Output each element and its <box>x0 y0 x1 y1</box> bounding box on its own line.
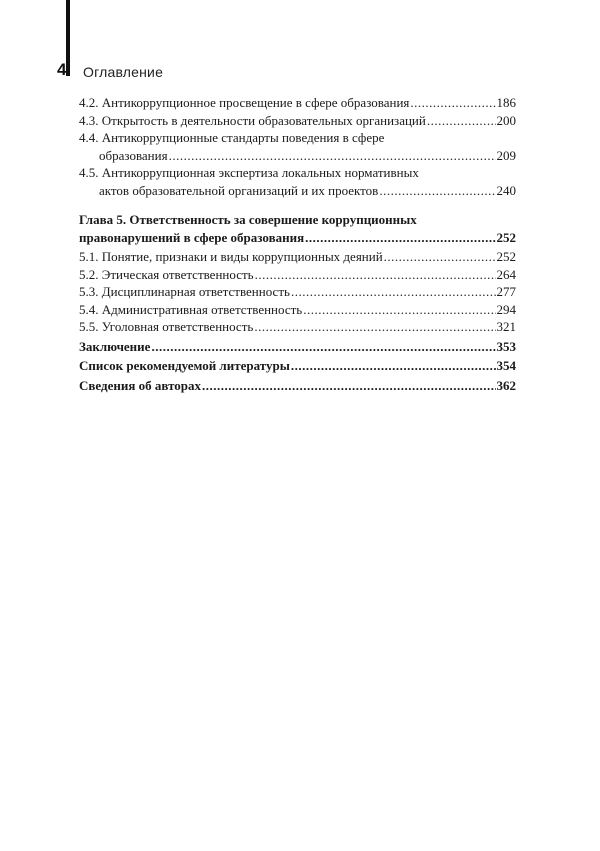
toc-entry-page: 252 <box>496 249 516 264</box>
toc-entry-page: 354 <box>496 358 516 373</box>
toc-chapter-5[interactable] <box>79 211 516 246</box>
toc-entry-page: 353 <box>496 338 516 354</box>
toc-entry-5-5[interactable] <box>79 318 516 336</box>
running-title: Оглавление <box>83 64 164 80</box>
toc-literature[interactable] <box>79 357 516 375</box>
toc-entry-page: 200 <box>496 112 516 128</box>
dot-leader <box>410 94 495 112</box>
toc-entry-4-5[interactable] <box>79 164 516 199</box>
toc-entry-page: 240 <box>496 182 516 198</box>
dot-leader <box>254 318 495 336</box>
toc-entry-4-3[interactable] <box>79 112 516 130</box>
toc-entry-title-cont: образования <box>99 147 168 163</box>
toc-entry-title: 5.2. Этическая ответственность <box>79 266 254 282</box>
toc-conclusion[interactable] <box>79 338 516 356</box>
toc-entry-page: 264 <box>496 266 516 282</box>
dot-leader <box>202 377 495 395</box>
toc-chapter-title-cont: правонарушений в сфере образования <box>79 229 305 245</box>
toc-entry-title: Сведения об авторах <box>79 377 202 393</box>
toc-chapter-title: Глава 5. Ответственность за совершение коррупционных <box>79 212 417 227</box>
toc-entry-title: 5.3. Дисциплинарная ответственность <box>79 284 290 299</box>
toc-entry-page: 294 <box>496 301 516 317</box>
toc-entry-title-cont: актов образовательной организаций и их проектов <box>99 182 379 198</box>
toc-entry-title: 4.4. Антикоррупционные стандарты поведения в сфере <box>79 130 385 145</box>
toc-entry-page: 277 <box>496 284 516 299</box>
dot-leader <box>291 357 496 375</box>
toc-entry-page: 362 <box>496 377 516 393</box>
toc-entry-title: 5.4. Административная ответственность <box>79 301 303 317</box>
toc-entry-title: Заключение <box>79 338 151 354</box>
toc-entry-page: 209 <box>496 147 516 163</box>
toc-entry-page: 186 <box>496 95 516 110</box>
table-of-contents <box>79 94 516 394</box>
toc-authors[interactable] <box>79 377 516 395</box>
margin-rule <box>66 0 70 76</box>
toc-entry-4-4[interactable] <box>79 129 516 164</box>
toc-entry-title: 5.5. Уголовная ответственность <box>79 319 254 334</box>
dot-leader <box>305 229 495 247</box>
dot-leader <box>379 182 495 200</box>
dot-leader <box>303 301 495 319</box>
dot-leader <box>169 147 496 165</box>
dot-leader <box>291 283 496 301</box>
dot-leader <box>384 248 496 266</box>
dot-leader <box>255 266 496 284</box>
toc-entry-page: 321 <box>496 319 516 334</box>
toc-entry-title: 4.3. Открытость в деятельности образовательных организаций <box>79 112 426 128</box>
toc-entry-5-2[interactable] <box>79 266 516 284</box>
toc-entry-5-4[interactable] <box>79 301 516 319</box>
toc-entry-5-3[interactable] <box>79 283 516 301</box>
toc-entry-page: 252 <box>496 229 516 245</box>
toc-entry-title: 4.5. Антикоррупционная экспертиза локальных нормативных <box>79 165 419 180</box>
toc-entry-title: 4.2. Антикоррупционное просвещение в сфере образования <box>79 95 410 110</box>
toc-entry-title: Список рекомендуемой литературы <box>79 358 290 373</box>
dot-leader <box>427 112 496 130</box>
toc-entry-5-1[interactable] <box>79 248 516 266</box>
toc-entry-title: 5.1. Понятие, признаки и виды коррупционных деяний <box>79 249 383 264</box>
dot-leader <box>151 338 495 356</box>
page-number: 4 <box>57 60 67 79</box>
toc-entry-4-2[interactable] <box>79 94 516 112</box>
